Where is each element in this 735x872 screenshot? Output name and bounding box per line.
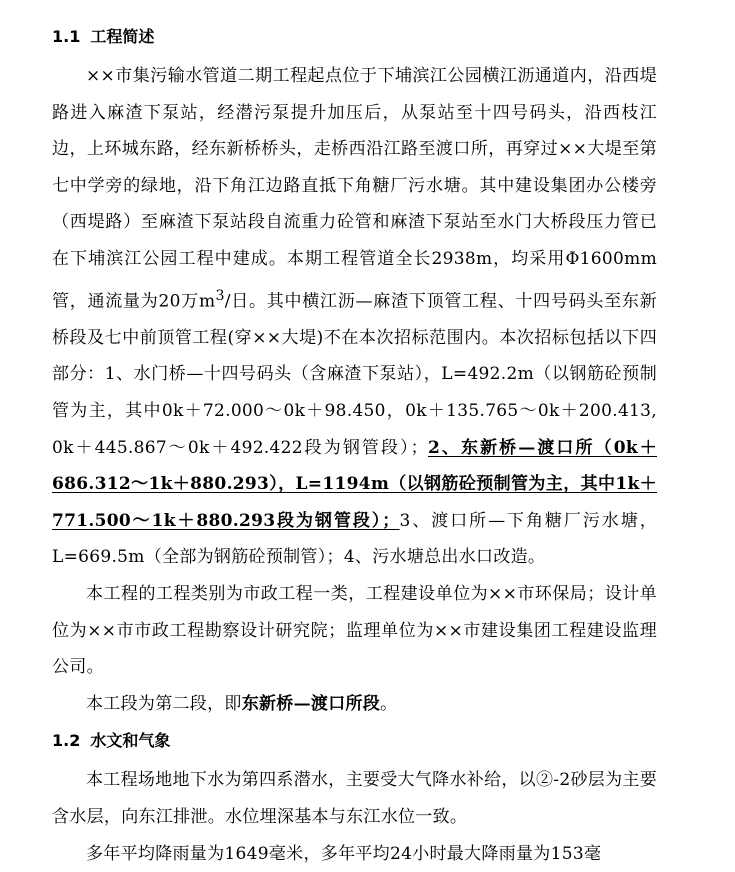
highlighted-section-text: 2、东新桥—渡口所（0k＋686.312～1k＋880.293），L=1194m（以钢筋砼预制管为主，其中1k＋771.500～1k＋880.293段为钢管段）；	[52, 437, 657, 531]
section-number: 1.1	[52, 27, 81, 46]
scope-prefix: 本工段为第二段，即	[86, 693, 242, 714]
rainfall-paragraph: 多年平均降雨量为1649毫米，多年平均24小时最大降雨量为153毫	[86, 843, 602, 864]
overview-text-c: 3、渡口所—下角糖厂污水塘，L=669.5m（全部为钢筋砼预制管）；4、污水塘总出水口改造。	[52, 510, 658, 568]
project-overview-paragraph	[52, 58, 657, 576]
section-number: 1.2	[52, 731, 81, 751]
scope-bold-text: 东新桥—渡口所段	[241, 693, 381, 714]
section-heading-1-1	[52, 22, 657, 52]
project-units-paragraph: 本工程的工程类别为市政工程一类，工程建设单位为××市环保局；设计单位为××市市政工程勘察设计研究院；监理单位为××市建设集团工程建设监理公司。	[52, 583, 657, 678]
section-title: 工程简述	[90, 27, 155, 46]
section-title: 水文和气象	[90, 731, 171, 751]
section-scope-paragraph	[52, 686, 657, 723]
overview-text-b: /日。其中横江沥—麻渣下顶管工程、十四号码头至东新桥段及七中前顶管工程(穿××大堤)不在本次招标范围内。本次招标包括以下四部分：1、水门桥—十四号码头（含麻渣下泵站），L=492.2m（以钢筋砼预制管为主，其中0k＋72.000～0k＋98.450，0k＋135.765～0k＋200.413, 0k＋445.867～0k＋492.422段为钢管段）；	[52, 291, 657, 458]
section-heading-1-2	[52, 726, 657, 756]
unit-superscript: 3	[215, 287, 225, 304]
overview-text-a: ××市集污输水管道二期工程起点位于下埔滨江公园横江沥通道内，沿西堤路进入麻渣下泵站，经潜污泵提升加压后，从泵站至十四号码头，沿西枝江边，上环城东路，经东新桥桥头，走桥西沿江路至渡口所，再穿过××大堤至第七中学旁的绿地，沿下角江边路直抵下角糖厂污水塘。其中建设集团办公楼旁（西堤路）至麻渣下泵站段自流重力砼管和麻渣下泵站至水门大桥段压力管已在下埔滨江公园工程中建成。本期工程管道全长2938m，均采用Φ1600mm管，通流量为20万m	[52, 66, 657, 312]
hydrology-paragraph: 本工程场地地下水为第四系潜水，主要受大气降水补给，以②-2砂层为主要含水层，向东江排泄。水位埋深基本与东江水位一致。	[52, 770, 657, 827]
scope-suffix: 。	[380, 693, 398, 714]
